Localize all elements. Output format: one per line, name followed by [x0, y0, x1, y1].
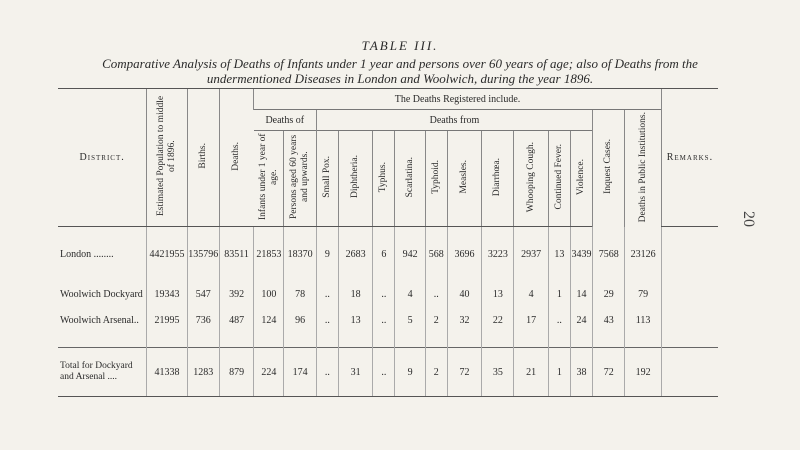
table-title: TABLE III. — [361, 38, 439, 53]
table-cell: 13 — [548, 241, 570, 267]
table-cell: 100 — [254, 281, 284, 307]
table-cell: 4421955 — [147, 241, 187, 267]
table-row-total — [58, 348, 718, 397]
table-cell: 3223 — [482, 241, 514, 267]
table-cell: 2937 — [514, 241, 548, 267]
table-cell: 31 — [338, 348, 372, 397]
table-cell: 1283 — [187, 348, 219, 397]
table-cell: 22 — [482, 307, 514, 333]
header-aged: Persons aged 60 years and upwards. — [284, 131, 316, 227]
header-registered: The Deaths Registered include. — [254, 89, 662, 110]
header-public-institutions: Deaths in Public Institutions. — [625, 110, 661, 227]
header-deaths-of: Deaths of — [254, 110, 317, 131]
table-subtitle: Comparative Analysis of Deaths of Infants under 1 year and persons over 60 years of age; also of Deaths from the undermentioned Diseases in London and Woolwich, during the year 1896. — [102, 56, 698, 86]
table-cell: 72 — [447, 348, 481, 397]
table-cell: 879 — [219, 348, 253, 397]
table-cell: 113 — [625, 307, 661, 333]
header-births: Births. — [187, 89, 219, 227]
table-cell: 43 — [593, 307, 625, 333]
table-cell: 4 — [514, 281, 548, 307]
table-cell: 568 — [425, 241, 447, 267]
table-cell: .. — [316, 281, 338, 307]
table-cell: 18370 — [284, 241, 316, 267]
table-cell: .. — [373, 281, 395, 307]
table-cell: 17 — [514, 307, 548, 333]
table-cell: 21 — [514, 348, 548, 397]
table-cell: 942 — [395, 241, 425, 267]
table-cell: 736 — [187, 307, 219, 333]
table-cell: 79 — [625, 281, 661, 307]
table-cell — [661, 307, 718, 333]
table-row — [58, 307, 718, 333]
header-violence: Violence. — [570, 131, 592, 227]
deaths-table — [58, 88, 718, 397]
table-cell: 40 — [447, 281, 481, 307]
table-cell: 35 — [482, 348, 514, 397]
table-cell: 3696 — [447, 241, 481, 267]
table-cell: 9 — [395, 348, 425, 397]
table-cell: 13 — [338, 307, 372, 333]
table-cell: .. — [316, 307, 338, 333]
table-cell: 2 — [425, 348, 447, 397]
row-district-total: Total for Dockyard and Arsenal .... — [58, 348, 147, 397]
header-inquest-cases: Inquest Cases. — [593, 110, 625, 227]
header-infants: Infants under 1 year of age. — [254, 131, 284, 227]
table-cell: 7568 — [593, 241, 625, 267]
table-cell: 224 — [254, 348, 284, 397]
table-cell — [661, 348, 718, 397]
table-cell: 392 — [219, 281, 253, 307]
table-cell: 2683 — [338, 241, 372, 267]
table-cell: 78 — [284, 281, 316, 307]
table-cell: 174 — [284, 348, 316, 397]
table-cell: 135796 — [187, 241, 219, 267]
table-cell: 96 — [284, 307, 316, 333]
table-cell — [661, 281, 718, 307]
table-cell: 13 — [482, 281, 514, 307]
table-cell: 72 — [593, 348, 625, 397]
table-cell: 21853 — [254, 241, 284, 267]
table-cell: 487 — [219, 307, 253, 333]
header-whooping-cough: Whooping Cough. — [514, 131, 548, 227]
header-district: District. — [58, 89, 147, 227]
table-cell: 1 — [548, 281, 570, 307]
table-row — [58, 241, 718, 267]
table-cell: 124 — [254, 307, 284, 333]
table-cell: 24 — [570, 307, 592, 333]
table-cell: 38 — [570, 348, 592, 397]
table-cell: 6 — [373, 241, 395, 267]
table-row — [58, 281, 718, 307]
table-cell: .. — [373, 348, 395, 397]
header-diphtheria: Diphtheria. — [338, 131, 372, 227]
header-small-pox: Small Pox. — [316, 131, 338, 227]
header-typhoid: Typhoid. — [425, 131, 447, 227]
table-cell: 14 — [570, 281, 592, 307]
table-cell: 5 — [395, 307, 425, 333]
table-cell — [661, 241, 718, 267]
header-deaths: Deaths. — [219, 89, 253, 227]
table-cell: .. — [316, 348, 338, 397]
table-cell: .. — [425, 281, 447, 307]
row-district-london: London ........ — [60, 248, 114, 260]
header-continued-fever: Continued Fever. — [548, 131, 570, 227]
header-scarlatina: Scarlatina. — [395, 131, 425, 227]
table-cell: 2 — [425, 307, 447, 333]
table-cell: .. — [548, 307, 570, 333]
header-population: Estimated Population to middle of 1896. — [147, 89, 187, 227]
table-cell: 83511 — [219, 241, 253, 267]
header-measles: Measles. — [447, 131, 481, 227]
header-diarrhoea: Diarrhœa. — [482, 131, 514, 227]
table-cell: 547 — [187, 281, 219, 307]
table-cell: 19343 — [147, 281, 187, 307]
table-cell: 21995 — [147, 307, 187, 333]
table-cell: 192 — [625, 348, 661, 397]
row-district-woolwich-dockyard: Woolwich Dockyard — [60, 288, 143, 300]
table-cell: 1 — [548, 348, 570, 397]
table-cell: 29 — [593, 281, 625, 307]
table-cell: 18 — [338, 281, 372, 307]
table-cell: .. — [373, 307, 395, 333]
table-cell: 32 — [447, 307, 481, 333]
header-deaths-from: Deaths from — [316, 110, 592, 131]
header-remarks: Remarks. — [661, 89, 718, 227]
row-district-woolwich-arsenal: Woolwich Arsenal.. — [60, 314, 139, 326]
table-cell: 4 — [395, 281, 425, 307]
header-typhus: Typhus. — [373, 131, 395, 227]
table-cell: 41338 — [147, 348, 187, 397]
table-cell: 9 — [316, 241, 338, 267]
table-cell: 3439 — [570, 241, 592, 267]
table-cell: 23126 — [625, 241, 661, 267]
page-number: 20 — [740, 211, 757, 227]
